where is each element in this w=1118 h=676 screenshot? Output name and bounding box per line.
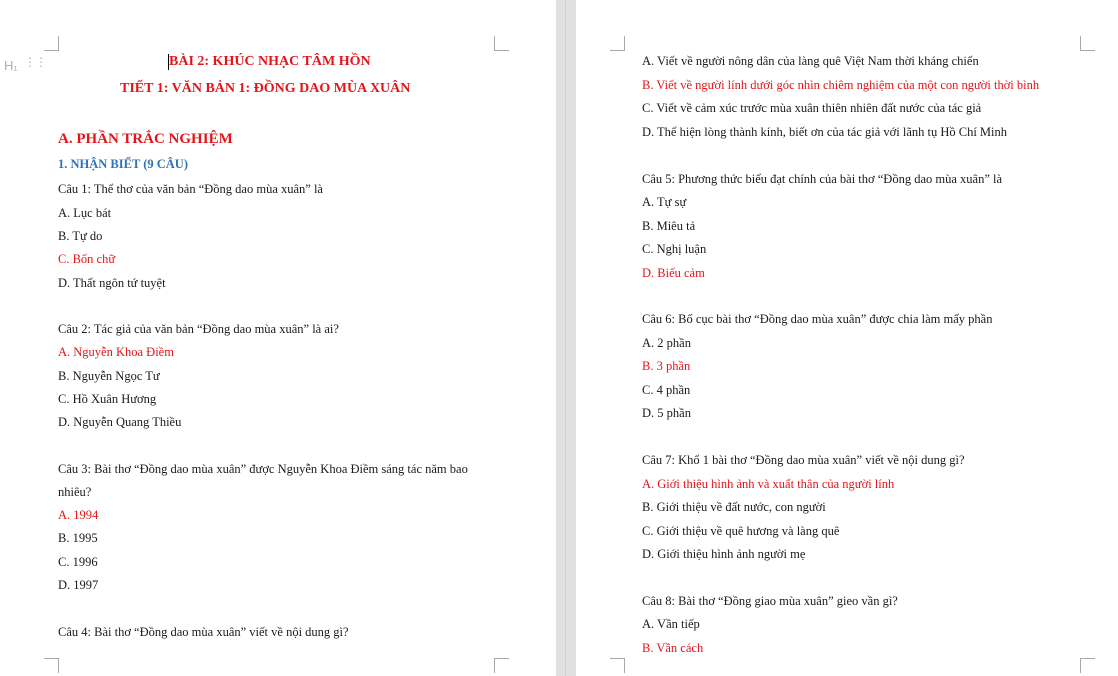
q2-option-a-answer: A. Nguyễn Khoa Điềm bbox=[58, 345, 174, 359]
drag-handle-icon[interactable]: ⋮⋮ bbox=[24, 55, 46, 69]
question-8: Câu 8: Bài thơ “Đồng giao mùa xuân” gieo vần gì? bbox=[642, 594, 898, 608]
page-gutter bbox=[556, 0, 576, 676]
q8-option-b-answer: B. Vần cách bbox=[642, 641, 704, 655]
q2-option-d: D. Nguyễn Quang Thiều bbox=[58, 415, 182, 429]
q3-option-c: C. 1996 bbox=[58, 555, 98, 569]
q5-option-b: B. Miêu tả bbox=[642, 219, 696, 233]
q6-option-b-answer: B. 3 phần bbox=[642, 359, 691, 373]
q6-option-c: C. 4 phần bbox=[642, 383, 691, 397]
crop-mark-icon bbox=[44, 658, 59, 673]
document-page-left[interactable] bbox=[0, 0, 556, 676]
lesson-title: BÀI 2: KHÚC NHẠC TÂM HỒN bbox=[169, 54, 371, 69]
question-5: Câu 5: Phương thức biểu đạt chính của bài thơ “Đồng dao mùa xuân” là bbox=[642, 172, 1003, 186]
q3-option-a-answer: A. 1994 bbox=[58, 508, 99, 522]
q5-option-a: A. Tự sự bbox=[642, 195, 687, 209]
crop-mark-icon bbox=[610, 36, 625, 51]
crop-mark-icon bbox=[610, 658, 625, 673]
question-1: Câu 1: Thể thơ của văn bản “Đồng dao mùa xuân” là bbox=[58, 182, 323, 196]
q3-option-b: B. 1995 bbox=[58, 531, 98, 545]
q7-option-c: C. Giới thiệu về quê hương và làng quê bbox=[642, 524, 840, 538]
question-6: Câu 6: Bố cục bài thơ “Đồng dao mùa xuân” được chia làm mấy phần bbox=[642, 312, 993, 326]
q4-option-c: C. Viết về cảm xúc trước mùa xuân thiên nhiên đất nước của tác giả bbox=[642, 101, 982, 115]
question-3-line-2: nhiêu? bbox=[58, 485, 92, 499]
question-4: Câu 4: Bài thơ “Đồng dao mùa xuân” viết về nội dung gì? bbox=[58, 625, 349, 639]
heading-level-icon: H₁ bbox=[4, 58, 18, 73]
q1-option-a: A. Lục bát bbox=[58, 206, 112, 220]
subsection-heading: 1. NHẬN BIẾT (9 CÂU) bbox=[58, 157, 188, 171]
q7-option-d: D. Giới thiệu hình ảnh người mẹ bbox=[642, 547, 806, 561]
crop-mark-icon bbox=[44, 36, 59, 51]
section-heading: A. PHẦN TRẮC NGHIỆM bbox=[58, 131, 233, 147]
q2-option-c: C. Hồ Xuân Hương bbox=[58, 392, 157, 406]
crop-mark-icon bbox=[1080, 658, 1095, 673]
q4-option-a: A. Viết về người nông dân của làng quê Việt Nam thời kháng chiến bbox=[642, 54, 979, 68]
q1-option-b: B. Tự do bbox=[58, 229, 103, 243]
document-page-right[interactable] bbox=[576, 0, 1118, 676]
q5-option-c: C. Nghị luận bbox=[642, 242, 707, 256]
lesson-subtitle: TIẾT 1: VĂN BẢN 1: ĐỒNG DAO MÙA XUÂN bbox=[120, 81, 411, 96]
q8-option-a: A. Vần tiếp bbox=[642, 617, 700, 631]
question-7: Câu 7: Khổ 1 bài thơ “Đồng dao mùa xuân” viết về nội dung gì? bbox=[642, 453, 965, 467]
crop-mark-icon bbox=[494, 36, 509, 51]
q4-option-b-answer: B. Viết về người lính dưới góc nhìn chiêm nghiệm của một con người thời bình bbox=[642, 78, 1040, 92]
heading-style-marker[interactable] bbox=[4, 55, 46, 76]
q4-option-d: D. Thể hiện lòng thành kính, biết ơn của tác giả với lãnh tụ Hồ Chí Minh bbox=[642, 125, 1008, 139]
q1-option-c-answer: C. Bốn chữ bbox=[58, 252, 116, 266]
q5-option-d-answer: D. Biểu cảm bbox=[642, 266, 705, 280]
q3-option-d: D. 1997 bbox=[58, 578, 99, 592]
page-separator bbox=[565, 0, 566, 676]
q7-option-b: B. Giới thiệu về đất nước, con người bbox=[642, 500, 826, 514]
question-2: Câu 2: Tác giả của văn bản “Đồng dao mùa xuân” là ai? bbox=[58, 322, 339, 336]
q2-option-b: B. Nguyễn Ngọc Tư bbox=[58, 369, 160, 383]
question-3-line-1: Câu 3: Bài thơ “Đồng dao mùa xuân” được Nguyễn Khoa Điềm sáng tác năm bao bbox=[58, 462, 468, 476]
q6-option-a: A. 2 phần bbox=[642, 336, 691, 350]
q6-option-d: D. 5 phần bbox=[642, 406, 691, 420]
crop-mark-icon bbox=[494, 658, 509, 673]
q7-option-a-answer: A. Giới thiệu hình ảnh và xuất thân của người lính bbox=[642, 477, 895, 491]
crop-mark-icon bbox=[1080, 36, 1095, 51]
q1-option-d: D. Thất ngôn tứ tuyệt bbox=[58, 276, 166, 290]
